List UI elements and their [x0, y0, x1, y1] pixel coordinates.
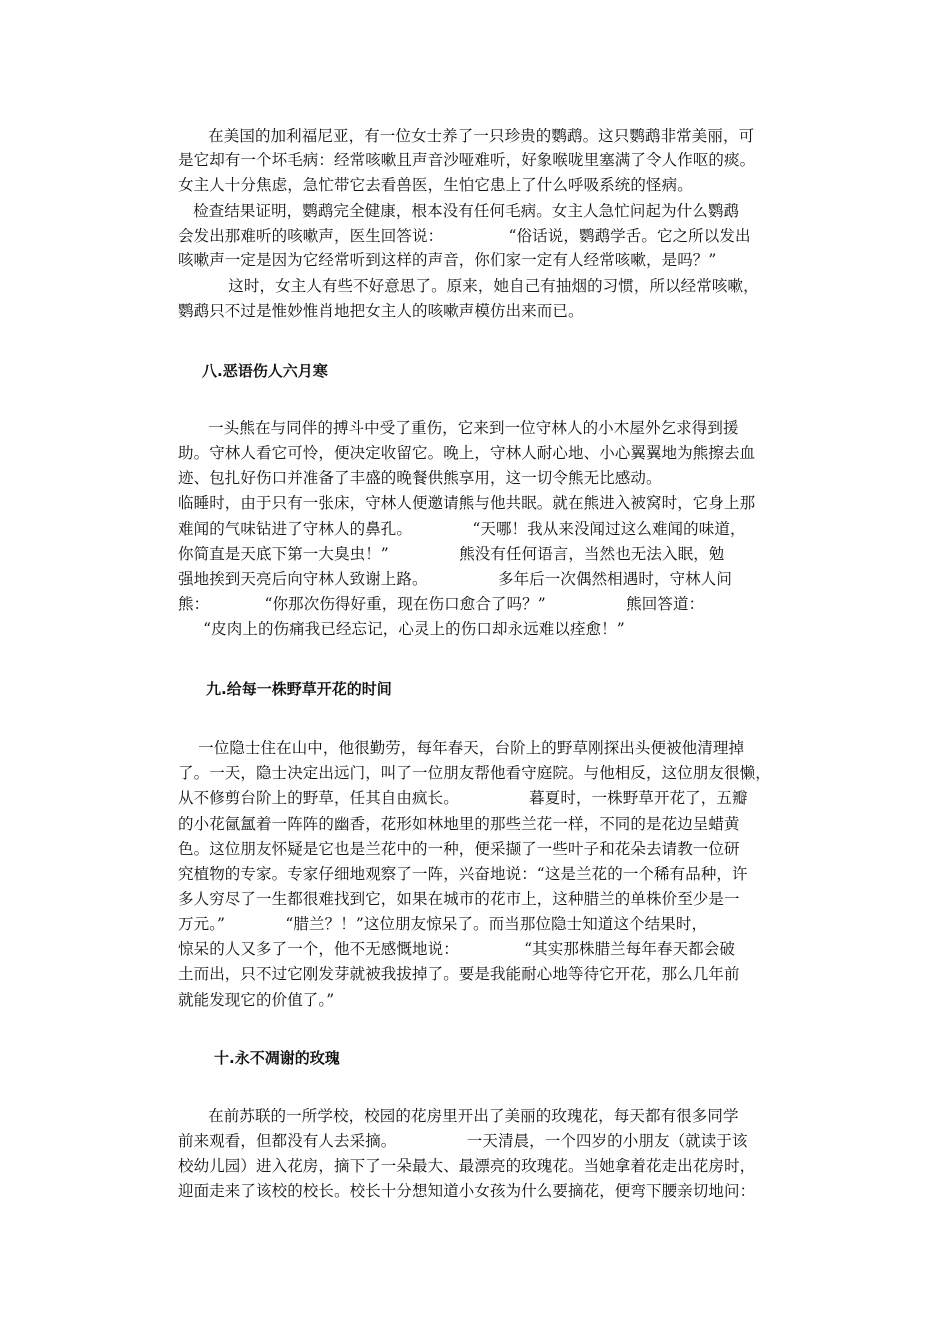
- text-line: 难闻的气味钻进了守林人的鼻孔。 “天哪！我从来没闻过这么难闻的味道，: [178, 520, 746, 538]
- section-heading-10: 十.永不凋谢的玫瑰: [214, 1049, 340, 1067]
- section-heading-8: 八.恶语伤人六月寒: [202, 362, 328, 380]
- text-line: 校幼儿园）进入花房，摘下了一朵最大、最漂亮的玫瑰花。当她拿着花走出花房时，: [178, 1157, 756, 1175]
- text-line: 多人穷尽了一生都很难找到它，如果在城市的花市上，这种腊兰的单株价至少是一: [178, 890, 740, 908]
- text-line: 你简直是天底下第一大臭虫！” 熊没有任何语言，当然也无法入眠，勉: [178, 545, 725, 563]
- text-line: 的小花氤氲着一阵阵的幽香，花形如林地里的那些兰花一样，不同的是花边呈蜡黄: [178, 815, 740, 833]
- text-line: 土而出，只不过它刚发芽就被我拔掉了。要是我能耐心地等待它开花，那么几年前: [178, 965, 740, 983]
- text-line: 究植物的专家。专家仔细地观察了一阵，兴奋地说：“这是兰花的一个稀有品种，许: [178, 865, 748, 883]
- text-line: 会发出那难听的咳嗽声，医生回答说： “俗话说，鹦鹉学舌。它之所以发出: [178, 227, 751, 245]
- text-line: 熊： “你那次伤得好重，现在伤口愈合了吗？” 熊回答道：: [178, 595, 705, 613]
- text-line: 是它却有一个坏毛病：经常咳嗽且声音沙哑难听，好象喉咙里塞满了令人作呕的痰。: [178, 151, 756, 169]
- section-heading-9: 九.给每一株野草开花的时间: [206, 680, 392, 698]
- text-line: 在美国的加利福尼亚，有一位女士养了一只珍贵的鹦鹉。这只鹦鹉非常美丽，可: [178, 127, 755, 145]
- text-line: 迎面走来了该校的校长。校长十分想知道小女孩为什么要摘花，便弯下腰亲切地问：: [178, 1182, 756, 1200]
- text-line: 迹、包扎好伤口并准备了丰盛的晚餐供熊享用，这一切令熊无比感动。: [178, 469, 662, 487]
- text-line: 一位隐士住在山中，他很勤劳，每年春天，台阶上的野草刚探出头便被他清理掉: [178, 739, 745, 757]
- text-line: 强地挨到天亮后向守林人致谢上路。 多年后一次偶然相遇时，守林人问: [178, 570, 732, 588]
- text-line: 这时，女主人有些不好意思了。原来，她自己有抽烟的习惯，所以经常咳嗽，: [178, 277, 759, 295]
- text-line: 助。守林人看它可怜，便决定收留它。晚上，守林人耐心地、小心翼翼地为熊擦去血: [178, 444, 756, 462]
- text-line: 一头熊在与同伴的搏斗中受了重伤，它来到一位守林人的小木屋外乞求得到援: [178, 419, 739, 437]
- text-line: 就能发现它的价值了。”: [178, 991, 335, 1009]
- text-line: 惊呆的人又多了一个，他不无感慨地说： “其实那株腊兰每年春天都会破: [178, 940, 735, 958]
- text-line: 女主人十分焦虑，急忙带它去看兽医，生怕它患上了什么呼吸系统的怪病。: [178, 176, 693, 194]
- text-line: 万元。” “腊兰？！”这位朋友惊呆了。而当那位隐士知道这个结果时，: [178, 915, 708, 933]
- text-line: 在前苏联的一所学校，校园的花房里开出了美丽的玫瑰花，每天都有很多同学: [178, 1107, 739, 1125]
- text-line: 检查结果证明，鹦鹉完全健康，根本没有任何毛病。女主人急忙问起为什么鹦鹉: [178, 202, 740, 220]
- text-line: 咳嗽声一定是因为它经常听到这样的声音，你们家一定有人经常咳嗽，是吗？”: [178, 251, 717, 269]
- text-line: 鹦鹉只不过是惟妙惟肖地把女主人的咳嗽声模仿出来而已。: [178, 302, 584, 320]
- text-line: 了。一天，隐士决定出远门，叫了一位朋友帮他看守庭院。与他相反，这位朋友很懒，: [178, 764, 771, 782]
- text-line: 色。这位朋友怀疑是它也是兰花中的一种，便采撷了一些叶子和花朵去请教一位研: [178, 840, 740, 858]
- text-line: 临睡时，由于只有一张床，守林人便邀请熊与他共眠。就在熊进入被窝时，它身上那: [178, 494, 756, 512]
- text-line: 前来观看，但都没有人去采摘。 一天清晨，一个四岁的小朋友（就读于该: [178, 1132, 748, 1150]
- text-line: “皮肉上的伤痛我已经忘记，心灵上的伤口却永远难以痊愈！”: [178, 620, 625, 638]
- text-line: 从不修剪台阶上的野草，任其自由疯长。 暮夏时，一株野草开花了，五瓣: [178, 789, 748, 807]
